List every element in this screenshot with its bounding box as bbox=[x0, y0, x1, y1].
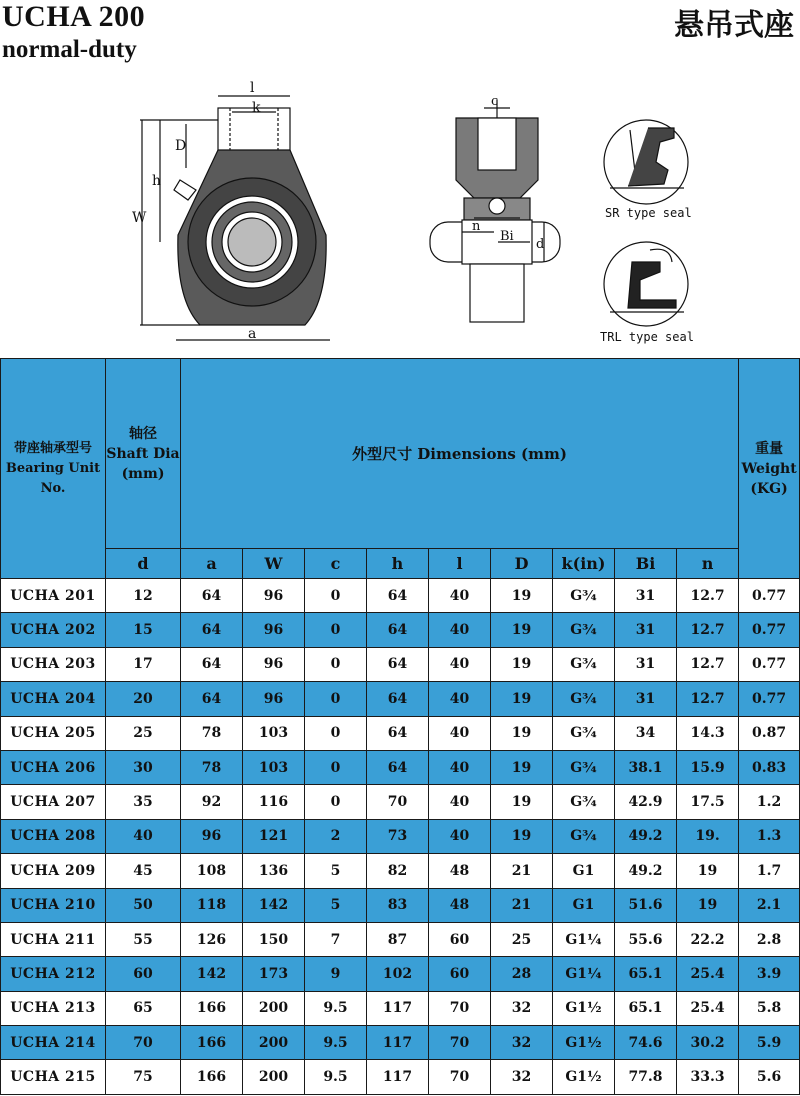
cell-value: 96 bbox=[181, 819, 243, 853]
cell-model: UCHA 214 bbox=[1, 1026, 106, 1060]
cell-value: 19 bbox=[491, 647, 553, 681]
cell-model: UCHA 201 bbox=[1, 579, 106, 613]
section-view bbox=[430, 100, 560, 322]
cell-value: 5 bbox=[305, 888, 367, 922]
col-dims-header: 外型尺寸 Dimensions (mm) bbox=[181, 359, 739, 549]
cell-value: 65 bbox=[106, 991, 181, 1025]
cell-value: 31 bbox=[615, 647, 677, 681]
cell-value: 126 bbox=[181, 922, 243, 956]
cell-value: 40 bbox=[106, 819, 181, 853]
cell-value: 70 bbox=[429, 1026, 491, 1060]
cell-value: G¾ bbox=[553, 647, 615, 681]
cell-value: 0.77 bbox=[739, 579, 800, 613]
cell-value: 2.1 bbox=[739, 888, 800, 922]
cell-value: 0 bbox=[305, 647, 367, 681]
cell-value: 19 bbox=[491, 613, 553, 647]
cell-value: 142 bbox=[243, 888, 305, 922]
dim-h-label: h bbox=[152, 173, 162, 189]
cell-value: 19 bbox=[677, 854, 739, 888]
dim-k-label: k bbox=[252, 100, 261, 116]
col-model-header-text: 带座轴承型号 Bearing Unit No. bbox=[5, 440, 101, 496]
cell-value: 118 bbox=[181, 888, 243, 922]
cell-value: 40 bbox=[429, 647, 491, 681]
cell-value: 0.77 bbox=[739, 647, 800, 681]
cell-value: 40 bbox=[429, 750, 491, 784]
cell-value: 5.8 bbox=[739, 991, 800, 1025]
cell-value: 78 bbox=[181, 750, 243, 784]
cell-value: 136 bbox=[243, 854, 305, 888]
cell-value: G¾ bbox=[553, 819, 615, 853]
cell-value: 12.7 bbox=[677, 647, 739, 681]
cell-value: 102 bbox=[367, 957, 429, 991]
cell-value: 87 bbox=[367, 922, 429, 956]
cell-value: 117 bbox=[367, 1026, 429, 1060]
cell-value: 22.2 bbox=[677, 922, 739, 956]
cell-value: 166 bbox=[181, 1060, 243, 1094]
cell-value: 19 bbox=[491, 682, 553, 716]
cell-value: 0.77 bbox=[739, 613, 800, 647]
table-row bbox=[1, 991, 800, 1025]
cell-value: 5.9 bbox=[739, 1026, 800, 1060]
cell-value: 49.2 bbox=[615, 854, 677, 888]
table-row bbox=[1, 854, 800, 888]
cell-value: 34 bbox=[615, 716, 677, 750]
duty-subtitle: normal-duty bbox=[2, 36, 137, 63]
sub-header: k(in) bbox=[553, 549, 615, 579]
table-row bbox=[1, 922, 800, 956]
cell-value: 70 bbox=[429, 1060, 491, 1094]
cell-value: 78 bbox=[181, 716, 243, 750]
dim-D-label: D bbox=[175, 138, 187, 154]
cell-value: 3.9 bbox=[739, 957, 800, 991]
cell-value: 19 bbox=[491, 579, 553, 613]
cell-value: 108 bbox=[181, 854, 243, 888]
cell-value: 32 bbox=[491, 991, 553, 1025]
sub-header: h bbox=[367, 549, 429, 579]
table-row bbox=[1, 716, 800, 750]
cell-value: 55.6 bbox=[615, 922, 677, 956]
chinese-title: 悬吊式座 bbox=[674, 8, 794, 43]
cell-value: G1½ bbox=[553, 1060, 615, 1094]
cell-value: 40 bbox=[429, 785, 491, 819]
sub-header: a bbox=[181, 549, 243, 579]
table-row bbox=[1, 819, 800, 853]
cell-value: 2.8 bbox=[739, 922, 800, 956]
header-row bbox=[1, 359, 800, 549]
table-row bbox=[1, 579, 800, 613]
cell-value: 15 bbox=[106, 613, 181, 647]
table-row bbox=[1, 647, 800, 681]
dim-d-label: d bbox=[536, 237, 545, 252]
cell-value: 49.2 bbox=[615, 819, 677, 853]
dim-l-label: l bbox=[250, 80, 255, 96]
cell-value: 64 bbox=[181, 579, 243, 613]
cell-value: 32 bbox=[491, 1060, 553, 1094]
cell-value: 173 bbox=[243, 957, 305, 991]
cell-value: 1.7 bbox=[739, 854, 800, 888]
sub-header: d bbox=[106, 549, 181, 579]
cell-value: 9 bbox=[305, 957, 367, 991]
cell-value: 166 bbox=[181, 1026, 243, 1060]
cell-model: UCHA 211 bbox=[1, 922, 106, 956]
cell-value: 25.4 bbox=[677, 991, 739, 1025]
cell-value: G¾ bbox=[553, 716, 615, 750]
cell-value: 33.3 bbox=[677, 1060, 739, 1094]
cell-value: 48 bbox=[429, 888, 491, 922]
cell-value: 25.4 bbox=[677, 957, 739, 991]
sub-header: n bbox=[677, 549, 739, 579]
cell-value: 17 bbox=[106, 647, 181, 681]
cell-value: 1.2 bbox=[739, 785, 800, 819]
cell-value: G¾ bbox=[553, 613, 615, 647]
cell-value: 25 bbox=[106, 716, 181, 750]
cell-value: 45 bbox=[106, 854, 181, 888]
dim-c-label: c bbox=[491, 94, 499, 109]
sr-seal-icon bbox=[604, 120, 688, 204]
cell-value: 0 bbox=[305, 682, 367, 716]
cell-value: 103 bbox=[243, 750, 305, 784]
cell-value: 1.3 bbox=[739, 819, 800, 853]
front-view bbox=[140, 96, 330, 340]
cell-value: 21 bbox=[491, 854, 553, 888]
cell-value: 9.5 bbox=[305, 1026, 367, 1060]
cell-value: 19 bbox=[491, 750, 553, 784]
cell-value: 40 bbox=[429, 579, 491, 613]
cell-value: 121 bbox=[243, 819, 305, 853]
cell-value: 64 bbox=[181, 647, 243, 681]
cell-value: 0.77 bbox=[739, 682, 800, 716]
cell-value: 31 bbox=[615, 613, 677, 647]
cell-value: 19 bbox=[491, 716, 553, 750]
cell-model: UCHA 210 bbox=[1, 888, 106, 922]
cell-value: 64 bbox=[367, 613, 429, 647]
cell-value: 40 bbox=[429, 716, 491, 750]
cell-value: 60 bbox=[106, 957, 181, 991]
cell-value: 40 bbox=[429, 819, 491, 853]
cell-value: 51.6 bbox=[615, 888, 677, 922]
table-row bbox=[1, 1060, 800, 1094]
cell-value: 65.1 bbox=[615, 957, 677, 991]
cell-value: 20 bbox=[106, 682, 181, 716]
col-model-header bbox=[1, 359, 106, 579]
cell-value: 0.83 bbox=[739, 750, 800, 784]
cell-value: 70 bbox=[367, 785, 429, 819]
cell-value: 19 bbox=[491, 819, 553, 853]
cell-value: 21 bbox=[491, 888, 553, 922]
cell-value: 17.5 bbox=[677, 785, 739, 819]
sub-header: l bbox=[429, 549, 491, 579]
cell-model: UCHA 209 bbox=[1, 854, 106, 888]
cell-value: 0 bbox=[305, 750, 367, 784]
cell-value: G1 bbox=[553, 854, 615, 888]
cell-value: 12.7 bbox=[677, 682, 739, 716]
cell-value: 0 bbox=[305, 785, 367, 819]
cell-model: UCHA 205 bbox=[1, 716, 106, 750]
trl-seal-icon bbox=[604, 242, 688, 326]
cell-value: 96 bbox=[243, 613, 305, 647]
cell-value: 117 bbox=[367, 1060, 429, 1094]
col-shaft-header bbox=[106, 359, 181, 549]
cell-value: 42.9 bbox=[615, 785, 677, 819]
cell-value: G1 bbox=[553, 888, 615, 922]
sub-header: D bbox=[491, 549, 553, 579]
cell-value: 70 bbox=[106, 1026, 181, 1060]
cell-value: 103 bbox=[243, 716, 305, 750]
cell-value: 15.9 bbox=[677, 750, 739, 784]
sub-header: Bi bbox=[615, 549, 677, 579]
cell-value: 5.6 bbox=[739, 1060, 800, 1094]
cell-value: 30 bbox=[106, 750, 181, 784]
cell-value: 31 bbox=[615, 579, 677, 613]
cell-value: G¾ bbox=[553, 785, 615, 819]
cell-value: 96 bbox=[243, 682, 305, 716]
cell-value: G1¼ bbox=[553, 922, 615, 956]
cell-value: 14.3 bbox=[677, 716, 739, 750]
cell-value: 31 bbox=[615, 682, 677, 716]
cell-value: 0 bbox=[305, 716, 367, 750]
cell-value: G¾ bbox=[553, 682, 615, 716]
cell-value: 19. bbox=[677, 819, 739, 853]
dim-a-label: a bbox=[248, 326, 257, 342]
cell-value: 30.2 bbox=[677, 1026, 739, 1060]
cell-value: 0.87 bbox=[739, 716, 800, 750]
dim-W-label: W bbox=[132, 210, 147, 226]
sr-seal-label: SR type seal bbox=[605, 206, 692, 220]
cell-value: 64 bbox=[367, 716, 429, 750]
cell-value: G1½ bbox=[553, 991, 615, 1025]
table-row bbox=[1, 1026, 800, 1060]
cell-value: 64 bbox=[181, 613, 243, 647]
cell-value: 32 bbox=[491, 1026, 553, 1060]
cell-value: 64 bbox=[367, 750, 429, 784]
model-title: UCHA 200 bbox=[2, 0, 146, 33]
cell-model: UCHA 208 bbox=[1, 819, 106, 853]
table-row bbox=[1, 613, 800, 647]
col-weight-header bbox=[739, 359, 800, 579]
cell-value: 70 bbox=[429, 991, 491, 1025]
cell-value: 40 bbox=[429, 682, 491, 716]
cell-value: 200 bbox=[243, 1060, 305, 1094]
sub-header: c bbox=[305, 549, 367, 579]
dim-n-label: n bbox=[472, 219, 481, 234]
cell-value: 96 bbox=[243, 647, 305, 681]
cell-model: UCHA 212 bbox=[1, 957, 106, 991]
cell-value: 82 bbox=[367, 854, 429, 888]
dim-Bi-label: Bi bbox=[500, 229, 514, 244]
cell-value: 12.7 bbox=[677, 613, 739, 647]
cell-value: 9.5 bbox=[305, 991, 367, 1025]
cell-model: UCHA 204 bbox=[1, 682, 106, 716]
cell-value: 50 bbox=[106, 888, 181, 922]
trl-seal-label: TRL type seal bbox=[600, 330, 694, 344]
cell-value: 166 bbox=[181, 991, 243, 1025]
cell-value: G¾ bbox=[553, 750, 615, 784]
cell-model: UCHA 203 bbox=[1, 647, 106, 681]
cell-value: 200 bbox=[243, 991, 305, 1025]
cell-value: 28 bbox=[491, 957, 553, 991]
cell-value: 64 bbox=[367, 579, 429, 613]
col-shaft-header-text: 轴径 Shaft Dia (mm) bbox=[106, 425, 180, 482]
cell-value: 65.1 bbox=[615, 991, 677, 1025]
cell-value: 73 bbox=[367, 819, 429, 853]
cell-value: 9.5 bbox=[305, 1060, 367, 1094]
table-row bbox=[1, 957, 800, 991]
table-row bbox=[1, 750, 800, 784]
cell-value: 25 bbox=[491, 922, 553, 956]
cell-value: 55 bbox=[106, 922, 181, 956]
technical-drawing bbox=[0, 0, 800, 358]
cell-model: UCHA 207 bbox=[1, 785, 106, 819]
cell-value: 2 bbox=[305, 819, 367, 853]
cell-value: 77.8 bbox=[615, 1060, 677, 1094]
cell-value: 19 bbox=[677, 888, 739, 922]
cell-value: 74.6 bbox=[615, 1026, 677, 1060]
cell-value: 200 bbox=[243, 1026, 305, 1060]
table-row bbox=[1, 888, 800, 922]
dimensions-table bbox=[0, 358, 800, 1095]
cell-value: 12.7 bbox=[677, 579, 739, 613]
table-body bbox=[1, 579, 800, 1095]
cell-value: G¾ bbox=[553, 579, 615, 613]
cell-value: 117 bbox=[367, 991, 429, 1025]
cell-model: UCHA 202 bbox=[1, 613, 106, 647]
cell-value: 60 bbox=[429, 922, 491, 956]
cell-model: UCHA 215 bbox=[1, 1060, 106, 1094]
col-weight-header-text: 重量 Weight (KG) bbox=[741, 440, 797, 497]
cell-value: 0 bbox=[305, 613, 367, 647]
cell-value: 5 bbox=[305, 854, 367, 888]
cell-value: 64 bbox=[181, 682, 243, 716]
sub-header: W bbox=[243, 549, 305, 579]
table-row bbox=[1, 682, 800, 716]
cell-value: 75 bbox=[106, 1060, 181, 1094]
table-row bbox=[1, 785, 800, 819]
cell-value: 64 bbox=[367, 647, 429, 681]
cell-value: 83 bbox=[367, 888, 429, 922]
cell-value: 92 bbox=[181, 785, 243, 819]
cell-value: 150 bbox=[243, 922, 305, 956]
cell-value: 0 bbox=[305, 579, 367, 613]
cell-model: UCHA 206 bbox=[1, 750, 106, 784]
cell-value: 48 bbox=[429, 854, 491, 888]
cell-model: UCHA 213 bbox=[1, 991, 106, 1025]
cell-value: G1½ bbox=[553, 1026, 615, 1060]
cell-value: 40 bbox=[429, 613, 491, 647]
cell-value: G1¼ bbox=[553, 957, 615, 991]
cell-value: 116 bbox=[243, 785, 305, 819]
cell-value: 12 bbox=[106, 579, 181, 613]
cell-value: 38.1 bbox=[615, 750, 677, 784]
cell-value: 60 bbox=[429, 957, 491, 991]
cell-value: 142 bbox=[181, 957, 243, 991]
cell-value: 19 bbox=[491, 785, 553, 819]
cell-value: 7 bbox=[305, 922, 367, 956]
cell-value: 35 bbox=[106, 785, 181, 819]
subheader-row bbox=[1, 549, 800, 579]
cell-value: 96 bbox=[243, 579, 305, 613]
cell-value: 64 bbox=[367, 682, 429, 716]
